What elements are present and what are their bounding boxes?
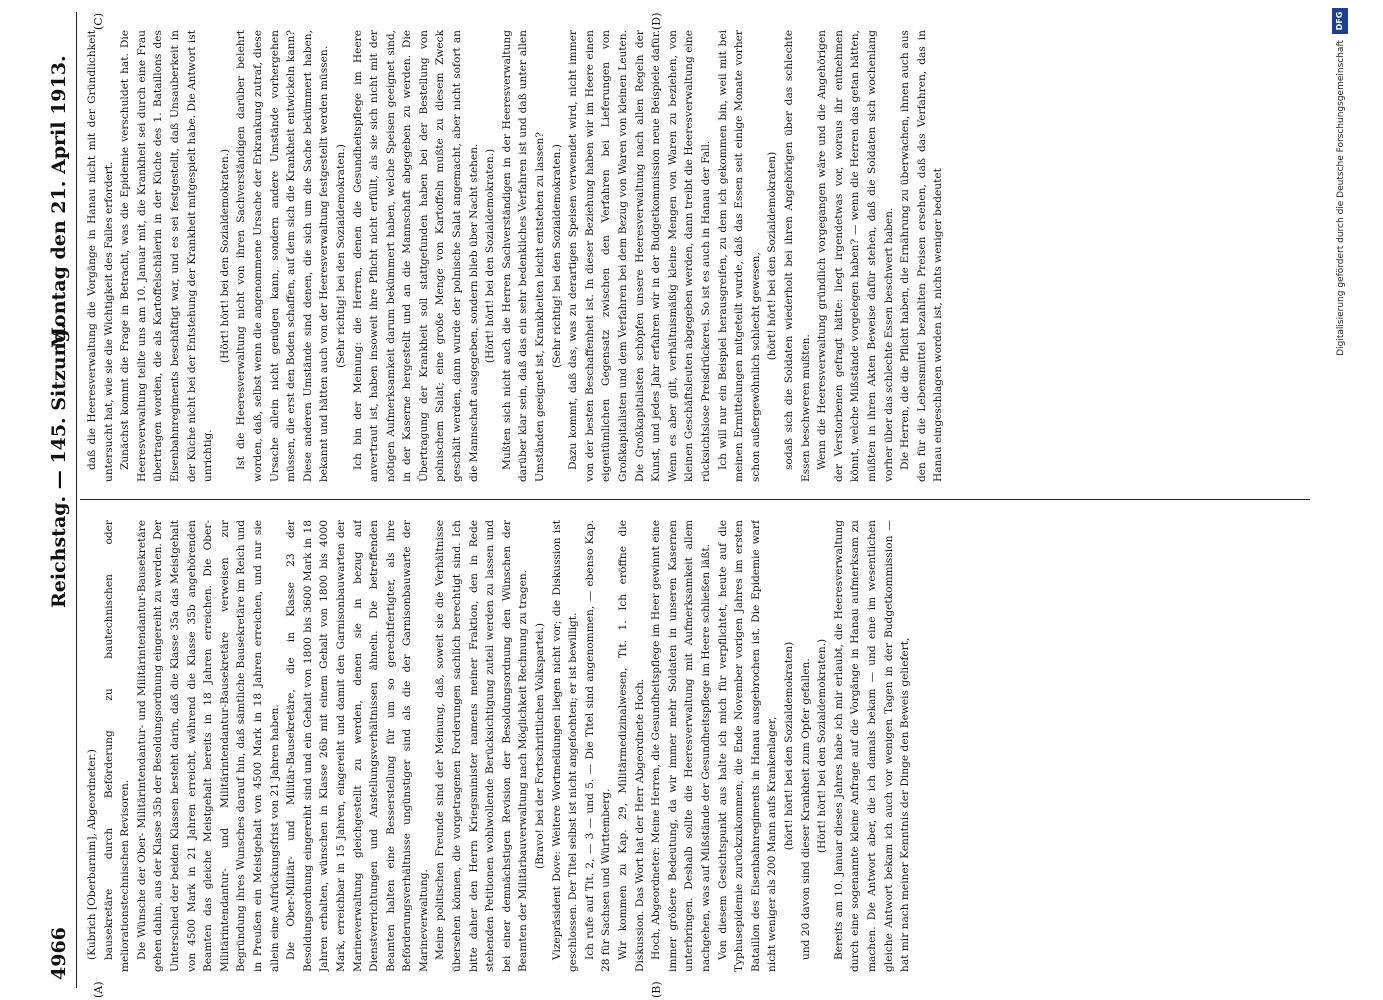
paragraph: Bereits am 10. Januar dieses Jahres habe ich mir erlaubt, die Heeresverwaltung durch eine sogenannte kleine Anfrage auf die Vorgänge in Hanau aufmerksam zu machen. Die Antwort aber, die ich damals bekam — und eine im wesentlichen gleiche Antwort bekam ich auch vor wenigen Tagen in der Budgetkommission — hat mir nach meiner Kenntnis der Dinge den Beweis geliefert, [832,520,912,972]
newspaper-page [44,12,1314,998]
paragraph: Wir kommen zu Kap. 29, Militärmedizinalwesen, Tit. 1. Ich eröffne die Diskussion. Das Wort hat der Herr Abgeordnete Hoch. [617,520,646,972]
column-divider [80,499,1310,500]
margin-mark-a: (A) [92,981,105,998]
paragraph: Die Herren, die die Pflicht haben, die Ernährung zu überwachen, ihnen auch aus den für die Lebensmittel bezahlten Preisen ersehen, daß das Verfahren, das in Hanau eingeschlagen worden ist, nichts weniger bedeutet [899,30,945,482]
page-header [44,12,74,988]
credit-text: Digitalisierung gefördert durch die Deutsche Forschungsgemeinschaft [1336,40,1346,356]
paragraph: Von diesem Gesichtspunkt aus halte ich mich für verpflichtet, heute auf die Typhusepidemie zurückzukommen, die Ende November vorigen Jahres im ersten Bataillon des Eisenbahnregiments in Hanau ausgebrochen ist. Die Epidemie warf nicht weniger als 200 Mann aufs Krankenlager, [716,520,779,972]
margin-mark-c: (C) [92,13,105,30]
paragraph: Vizepräsident Dove: Weitere Wortmeldungen liegen nicht vor; die Diskussion ist geschlossen. Der Titel selbst ist nicht angefochten; er ist bewilligt. [550,520,580,972]
paragraph: Ich rufe auf Tit. 2, — 3 — und 5. — Die Titel sind angenommen, — ebenso Kap. 28 für Sachsen und Württemberg. [583,520,613,972]
paragraph: und 20 davon sind dieser Krankheit zum Opfer gefallen. [799,658,812,960]
right-column [84,30,1304,482]
paragraph: Die Wünsche der Ober- Militärintendantur- und Militärintendantur-Bausekretäre gehen dahin, aus der Klasse 35b der Besoldungsordnung eingereiht zu werden. Der Unterschied der beiden Klassen besteht darin, daß die Klasse 35a das Meistgehalt von 4500 Mark in 21 Jahren erreicht, während die Klasse 35b angehörenden Beamten das gleiche Meistgehalt bereits in 18 Jahren erreichen. Die Ober-Militärintendantur- und Militärintendantur-Bausekretäre verweisen zur Begründung ihres Wunsches darauf hin, daß sämtliche Bausekretäre im Reich und in Preußen ein Meistgehalt von 4500 Mark in 18 Jahren erreichen, und nur sie allein eine Aufrückungsfrist von 21 Jahren haben. [135,520,281,972]
paragraph: sodaß sich die Soldaten wiederholt bei ihren Angehörigen über das schlechte Essen beschweren mußten. [782,30,812,482]
paragraph: Mußten sich nicht auch die Herren Sachverständigen in der Heeresverwaltung darüber klar sein, daß das ein sehr bedenkliches Verfahren ist und daß unter allen Umständen geeignet ist, Krankheiten leicht entstehen zu lassen? [500,30,547,482]
paragraph: Die Ober-Militär- und Militär-Bausekretäre, die in Klasse 23 der Besoldungsordnung eingereiht sind und ein Gehalt von 1800 bis 3600 Mark in 18 Jahren erhalten, wünschen in Klasse 26b mit einem Gehalt von 1800 bis 4000 Mark, erreichbar in 15 Jahren, eingereiht und damit den Garnisonbauwarten der Marineverwaltung gleichgestellt zu werden, denen sie in bezug auf Dienstverrichtungen und Anstellungsverhältnissen ähneln. Die betreffenden Beamten halten eine Besserstellung für um so gerechtfertigter, als ihre Beförderungsverhältnisse ungünstiger sind als die der Garnisonbauwarte der Marineverwaltung. [285,520,430,972]
interjection: (Hört! hört! bei den Sozialdemokraten.) [816,638,829,854]
interjection: (Sehr richtig! bei den Sozialdemokraten.) [550,144,563,368]
digitization-credit [1320,0,1360,1000]
paragraph: Ich bin der Meinung: die Herren, denen die Gesundheitspflege im Heere anvertraut ist, haben insoweit ihre Pflicht nicht erfüllt, als sie sich nicht mit der nötigen Aufmerksamkeit darum bekümmert haben, welche Speisen geeignet sind, in der Kaserne hergestellt und an die Mannschaft abgegeben zu werden. Die Übertragung der Krankheit soll stattgefunden haben bei der Bestellung von polnischem Salat; eine große Menge von Kartoffeln mußte zu diesem Zweck geschält werden, dann wurde der polnische Salat angemacht, aber nicht sofort an die Mannschaft ausgegeben, sondern blieb über Nacht stehen. [351,30,480,482]
session-title: Reichstag. — 145. Sitzung. [48,322,70,608]
interjection: (Hört! hört! bei den Sozialdemokraten.) [218,148,231,364]
paragraph: Zunächst kommt die Frage in Betracht, was die Epidemie verschuldet hat. Die Heeresverwaltung teilte uns am 10. Januar mit, die Krankheit sei durch eine Frau übertragen worden, die als Kartoffelschälerin in der Küche des 1. Bataillons des Eisenbahnregiments beschäftigt war, und es sei festgestellt, daß Unsauberkeit in der Küche nicht bei der Entstehung der Krankheit mitgespielt habe. Die Antwort ist unrichtig. [119,30,215,482]
paragraph: Ist die Heeresverwaltung nicht von ihren Sachverständigen darüber belehrt worden, daß, selbst wenn die angenommene Ursache der Erkrankung zutraf, diese Ursache allein nicht genügen kann, sondern andere Umstände vorhergehen müssen, die erst den Boden schaffen, auf dem sich die Krankheit entwickeln kann? Diese anderen Umstände sind denen, die sich um die Sache bekümmert haben, bekannt und hätten auch von der Heeresverwaltung festgestellt werden müssen. [235,30,331,482]
interjection: (Hört! hört! bei den Sozialdemokraten.) [484,148,497,364]
paragraph: daß die Heeresverwaltung die Vorgänge in Hanau nicht mit der Gründlichkeit untersucht hat, wie sie die Wichtigkeit des Falles erfordert. [86,30,115,482]
left-column [84,520,1304,972]
paragraph: Meine politischen Freunde sind der Meinung, daß, soweit sie die Verhältnisse übersehen können, die vorgetragenen Forderungen sachlich berechtigt sind. Ich bitte daher den Herrn Kriegsminister namens meiner Fraktion, den in Rede stehenden Petitionen wohlwollende Berücksichtigung zuteil werden zu lassen und bei einer demnächstigen Revision der Besoldungsordnung den Wünschen der Beamten der Militärbauverwaltung nach Möglichkeit Rechnung zu tragen. [434,520,530,972]
paragraph: Hoch, Abgeordneter: Meine Herren, die Gesundheitspflege im Heer gewinnt eine immer größere Bedeutung, da wir immer mehr Soldaten in unseren Kasernen unterbringen. Deshalb sollte die Heeresverwaltung mit Aufmerksamkeit allem nachgehen, was auf Mißstände der Gesundheitspflege im Heere schließen läßt. [650,520,712,972]
paragraph: Dazu kommt, daß das, was zu derartigen Speisen verwendet wird, nicht immer von der besten Beschaffenheit ist. In dieser Beziehung haben wir im Heere einen eigentümlichen Gegensatz zwischen den Verfahren bei Lieferungen von Großkapitalisten und dem Verfahren bei dem Bezug von Waren von kleinen Leuten. Die Großkapitalisten schöpfen unsere Heeresverwaltung nach allen Regeln der Kunst, und jedes Jahr erfahren wir in der Budgetkommission neue Beispiele dafür. Wenn es aber gilt, verhältnismäßig kleine Mengen von Waren zu beziehen, von kleinen Geschäftsleuten abgegeben werden, dann treibt die Heeresverwaltung eine rücksichtslose Preisdrückerei. So ist es auch in Hanau der Fall. [567,30,712,482]
interjection: (hört! hört! bei den Sozialdemokraten) [766,151,779,361]
dfg-logo: DFG [1332,8,1348,34]
paragraph: Wenn die Heeresverwaltung gründlich vorgegangen wäre und die Angehörigen der Verstorbenen gefragt hätte: liegt irgendetwas vor, woraus ihr entnehmen könnt, welche Mißstände vorgelegen haben? — wenn die Herren das getan hätten, müßten in ihren Akten Beweise dafür stehen, daß die Soldaten sich wochenlang vorher über das schlechte Essen beschwert haben. [816,30,895,482]
paragraph: (Kubrich [Oberbarnim], Abgeordneter.) [86,749,98,960]
page-number: 4966 [48,927,70,980]
margin-mark-d: (D) [650,12,663,30]
margin-mark-b: (B) [650,981,663,998]
interjection: (Sehr richtig! bei den Sozialdemokraten.) [334,144,347,368]
header-rule [76,12,77,988]
session-date: Montag den 21. April 1913. [48,55,70,348]
paragraph: bausekretäre durch Beförderung zu bautechnischen oder meliorationstechnischen Revisoren. [102,520,132,972]
interjection: (Bravo! bei der Fortschrittlichen Volkspartei.) [534,622,547,870]
interjection: (hört! hört! bei den Sozialdemokraten) [782,641,795,851]
paragraph: Ich will nur ein Beispiel herausgreifen, zu dem ich gekommen bin, weil mit bei meinen Ermittelungen mitgeteilt wurde, daß das Essen seit einige Monate vorher schon außergewöhnlich schlecht gewesen, [716,30,762,482]
